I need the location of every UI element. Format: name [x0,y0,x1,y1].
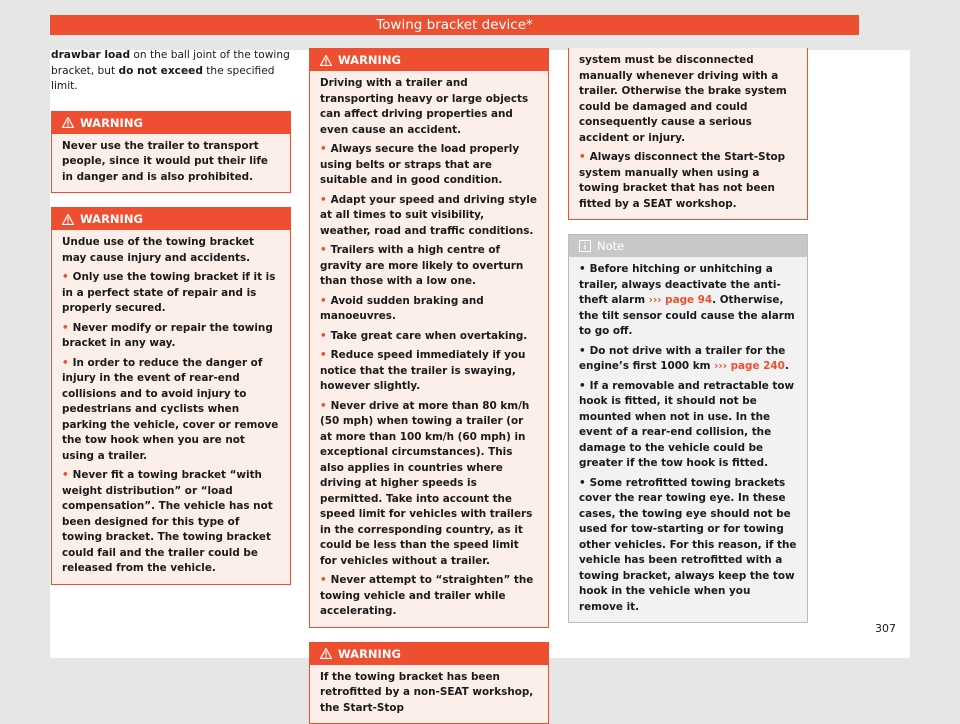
intro-paragraph [51,48,291,95]
warning-text: If the towing bracket has been retrofitted by a non-SEAT workshop, the Start-Stop [320,670,538,717]
warning-box-4-continued [568,48,808,220]
warning-body [52,230,290,584]
warning-label: WARNING [338,53,401,67]
list-item-text: In order to reduce the danger of injury in the event of rear-end collisions and to avoid injury to pedestrians and cyclists when parking the vehicle, cover or remove the tow hook when you are not using a trailer. [62,357,278,462]
list-item-text: Avoid sudden braking and manoeuvres. [320,295,484,323]
list-item-text: Only use the towing bracket if it is in a perfect state of repair and is properly secured. [62,271,275,314]
list-item [62,468,280,577]
bullet-icon: • [579,477,586,489]
intro-bold-2: do not exceed [119,65,203,77]
bullet-icon: • [579,151,586,163]
list-item-text: Trailers with a high centre of gravity are more likely to overturn than those with a low one. [320,244,523,287]
note-body [569,257,807,622]
list-item-text: Never drive at more than 80 km/h (50 mph) when towing a trailer (or at more than 100 km/h (60 mph) in exceptional circumstances). This also applies in countries where driving at higher speeds is permitted. Take into account the speed limit for vehicles with trailers in the corresponding country, as it could be less than the speed limit for vehicles without a trailer. [320,400,532,567]
bullet-icon: • [320,330,327,342]
bullet-icon: • [579,380,586,392]
warning-body [52,134,290,193]
bullet-icon: • [320,143,327,155]
warning-text: system must be disconnected manually whenever driving with a trailer. Otherwise the brake system could be damaged and could consequently cause a serious accident or injury. [579,53,797,146]
bullet-icon: • [320,194,327,206]
bullet-icon: • [320,574,327,586]
note-text: If a removable and retractable tow hook is fitted, it should not be mounted when not in use. In the event of a rear-end collision, the damage to the vehicle could be greater if the tow hook is fitted. [579,380,794,470]
page-reference-link[interactable]: ››› page 240 [714,360,785,372]
list-item [579,344,797,375]
note-text: . [785,360,789,372]
list-item-text: Never fit a towing bracket “with weight distribution” or “load compensation”. The vehicle has not been designed for this type of towing bracket. The towing bracket could fail and the trailer could be released from the vehicle. [62,469,273,574]
note-label: Note [597,239,624,253]
column-1 [51,48,291,585]
warning-text: Never use the trailer to transport people, since it would put their life in danger and is also prohibited. [62,139,280,186]
warning-label: WARNING [80,116,143,130]
warning-body [310,71,548,627]
column-3 [568,48,808,623]
bullet-icon: • [320,244,327,256]
warning-lead: Undue use of the towing bracket may cause injury and accidents. [62,235,280,266]
intro-bold-1: drawbar load [51,49,130,61]
warning-body [569,48,807,219]
warning-header [310,49,548,71]
bullet-icon: • [62,322,69,334]
page-reference-link[interactable]: ››› page 94 [649,294,712,306]
warning-box-2 [51,207,291,585]
page-header [50,15,859,35]
warning-box-4 [309,642,549,724]
list-item [579,262,797,340]
note-text: . Otherwise, the tilt sensor could cause the alarm to go off. [579,294,795,337]
bullet-icon: • [320,295,327,307]
warning-header [52,208,290,230]
warning-header [52,112,290,134]
note-box [568,234,808,623]
warning-box-3 [309,48,549,628]
warning-triangle-icon [320,648,332,659]
bullet-icon: • [62,271,69,283]
warning-body [310,665,548,724]
warning-triangle-icon [62,214,74,225]
bullet-icon: • [320,349,327,361]
list-item [320,193,538,240]
list-item-text: Never modify or repair the towing bracket in any way. [62,322,273,350]
intro-text-2: the specified limit. [51,65,274,93]
list-item-text: Never attempt to “straighten” the towing vehicle and trailer while accelerating. [320,574,533,617]
list-item-text: Always secure the load properly using belts or straps that are suitable and in good condition. [320,143,519,186]
warning-lead: Driving with a trailer and transporting heavy or large objects can affect driving properties and even cause an accident. [320,76,538,138]
list-item [320,573,538,620]
bullet-icon: • [62,469,69,481]
page-number: 307 [875,622,896,635]
info-icon [579,240,591,252]
list-item-text: Take great care when overtaking. [331,330,528,342]
list-item-text: Reduce speed immediately if you notice that the trailer is swaying, however slightly. [320,349,525,392]
list-item-text: Adapt your speed and driving style at all times to suit visibility, weather, road and traffic conditions. [320,194,537,237]
page-title: Towing bracket device* [376,17,533,33]
warning-box-1 [51,111,291,194]
list-item [579,379,797,472]
list-item [62,321,280,352]
bullet-icon: • [579,345,586,357]
list-item [320,348,538,395]
list-item [320,399,538,570]
bullet-icon: • [320,400,327,412]
list-item [62,356,280,465]
list-item-text: Always disconnect the Start-Stop system manually when using a towing bracket that has not been fitted by a SEAT workshop. [579,151,785,210]
bullet-icon: • [579,263,586,275]
list-item [320,142,538,189]
bullet-icon: • [62,357,69,369]
intro-text-1: on the ball joint of the towing bracket, but [51,49,290,77]
warning-label: WARNING [80,212,143,226]
list-item [320,243,538,290]
list-item [62,270,280,317]
list-item [320,294,538,325]
warning-header [310,643,548,665]
note-text: Before hitching or unhitching a trailer, always deactivate the anti-theft alarm [579,263,781,306]
list-item [579,150,797,212]
note-header [569,235,807,257]
column-2 [309,48,549,724]
note-text: Do not drive with a trailer for the engine’s first 1000 km [579,345,785,373]
note-text: Some retrofitted towing brackets cover the rear towing eye. In these cases, the towing eye should not be used for tow-starting or for towing other vehicles. For this reason, if the vehicle has been retrofitted with a towing bracket, always keep the tow hook in the vehicle when you remove it. [579,477,796,613]
warning-triangle-icon [62,117,74,128]
warning-label: WARNING [338,647,401,661]
list-item [320,329,538,345]
warning-triangle-icon [320,55,332,66]
list-item [579,476,797,616]
